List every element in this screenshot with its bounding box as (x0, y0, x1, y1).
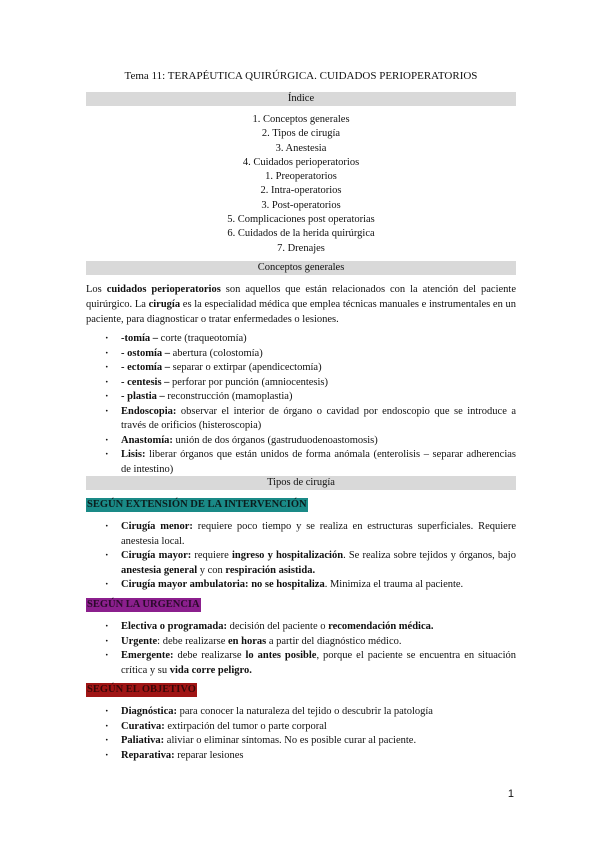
list-item: · - plastia – reconstrucción (mamoplastia) (105, 390, 516, 405)
intro-text: son aquellos que están relacionados con la atención del paciente quirúrgico. La (86, 284, 517, 310)
list-item: · Emergente: debe realizarse lo antes posible, porque el paciente se encuentra en situación crítica y su vida corre peligro. (105, 649, 516, 678)
list-item: · Endoscopia: observar el interior de órgano o cavidad por endoscopio que se introduce a través de orificios (histeroscopia) (105, 405, 516, 434)
list-item: · Curativa: extirpación del tumor o parte corporal (105, 720, 516, 735)
list-item: · Urgente: debe realizarse en horas a partir del diagnóstico médico. (105, 635, 516, 650)
list-item: · - ostomía – abertura (colostomía) (105, 347, 516, 362)
intro-text: Los (86, 284, 107, 295)
index-item: 3. Anestesia (275, 142, 327, 154)
objetivo-list (105, 705, 516, 763)
terms-list (105, 332, 516, 477)
list-item: · - ectomía – separar o extirpar (apendicectomía) (105, 361, 516, 376)
document-title: Tema 11: TERAPÉUTICA QUIRÚRGICA. CUIDADOS PERIOPERATORIOS (124, 70, 478, 82)
index-item: 2. Tipos de cirugía (261, 128, 341, 140)
extension-list (105, 520, 516, 593)
intro-paragraph (86, 282, 516, 327)
intro-bold: cuidados perioperatorios (106, 284, 221, 295)
intro-bold: cirugía (148, 299, 181, 310)
index-list (86, 113, 516, 256)
tipos-header: Tipos de cirugía (86, 476, 516, 490)
index-item: 4. Cuidados perioperatorios (242, 156, 360, 168)
list-item: · Lisis: liberar órganos que están unidos de forma anómala (enterolisis – separar adherencias de intestino) (105, 448, 516, 477)
index-subitem: 2. Intra-operatorios (260, 185, 342, 197)
index-item: 5. Complicaciones post operatorias (227, 214, 375, 226)
list-item: · Diagnóstica: para conocer la naturaleza del tejido o descubrir la patología (105, 705, 516, 720)
index-item: 6. Cuidados de la herida quirúrgica (227, 228, 375, 240)
list-item: · Cirugía mayor: requiere ingreso y hospitalización. Se realiza sobre tejidos y órganos, bajo anestesia general y con respiración asistida. (105, 549, 516, 578)
index-item: 7. Drenajes (277, 242, 325, 254)
list-item: · Reparativa: reparar lesiones (105, 749, 516, 764)
intro-text: es la especialidad médica que emplea técnicas manuales e instrumentales en un paciente, para diagnosticar o tratar enfermedades o lesiones. (86, 299, 517, 325)
urgencia-tag: SEGÚN LA URGENCIA (87, 599, 200, 610)
list-item: · - centesis – perforar por punción (amniocentesis) (105, 376, 516, 391)
conceptos-header: Conceptos generales (86, 261, 516, 275)
list-item: · Cirugía menor: requiere poco tiempo y se realiza en estructuras superficiales. Requiere anestesia local. (105, 520, 516, 549)
list-item: · Paliativa: aliviar o eliminar síntomas. No es posible curar al paciente. (105, 734, 516, 749)
index-item: 1. Conceptos generales (252, 114, 350, 125)
page-number: 1 (507, 788, 514, 800)
extension-tag: SEGÚN EXTENSIÓN DE LA INTERVENCIÓN (87, 499, 307, 510)
index-header: Índice (86, 92, 516, 106)
index-subitem: 3. Post-operatorios (261, 199, 341, 211)
list-item: · Electiva o programada: decisión del paciente o recomendación médica. (105, 620, 516, 635)
list-item: · Cirugía mayor ambulatoria: no se hospitaliza. Minimiza el trauma al paciente. (105, 578, 516, 593)
list-item: · -tomía – corte (traqueotomía) (105, 332, 516, 347)
objetivo-tag: SEGÚN EL OBJETIVO (87, 684, 196, 695)
index-subitem: 1. Preoperatorios (265, 171, 337, 183)
list-item: · Anastomía: unión de dos órganos (gastruduodenoastomosis) (105, 434, 516, 449)
urgencia-list (105, 620, 516, 678)
